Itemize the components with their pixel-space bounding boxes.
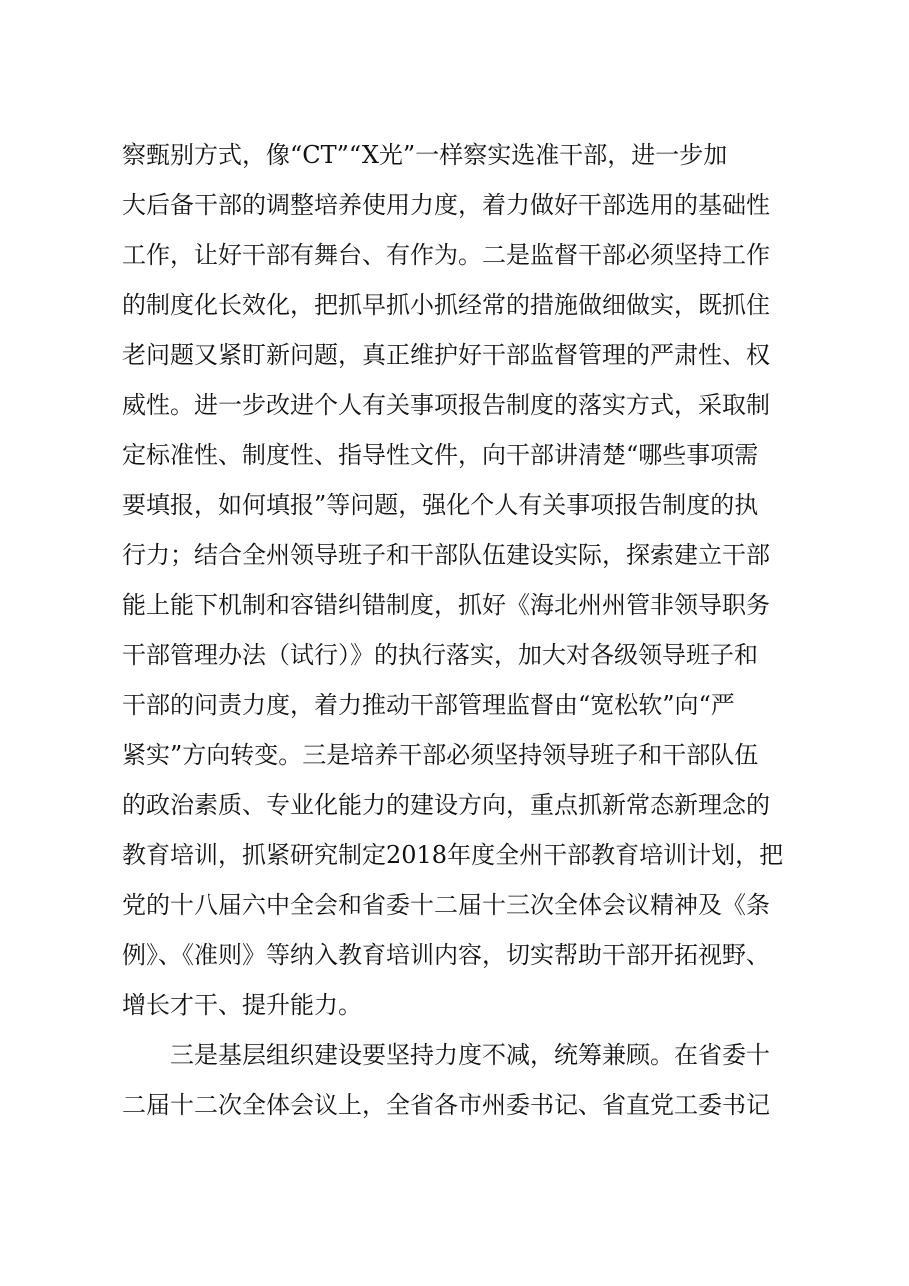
text-line: 党的十八届六中全会和省委十二届十三次全体会议精神及《条 <box>122 891 770 919</box>
text-line: 例》、《准则》等纳入教育培训内容，切实帮助干部开拓视野、 <box>122 941 770 969</box>
text-line: 教育培训，抓紧研究制定2018年度全州干部教育培训计划，把 <box>122 841 784 869</box>
text-line: 老问题又紧盯新问题，真正维护好干部监督管理的严肃性、权 <box>122 341 770 369</box>
text-line: 的政治素质、专业化能力的建设方向，重点抓新常态新理念的 <box>122 791 770 819</box>
text-line: 定标准性、制度性、指导性文件，向干部讲清楚“哪些事项需 <box>122 441 759 469</box>
text-line: 察甄别方式，像“CT”“X光”一样察实选准干部，进一步加 <box>122 141 728 169</box>
text-line: 威性。进一步改进个人有关事项报告制度的落实方式，采取制 <box>122 391 770 419</box>
text-line: 紧实”方向转变。三是培养干部必须坚持领导班子和干部队伍 <box>122 741 759 769</box>
text-line: 工作，让好干部有舞台、有作为。二是监督干部必须坚持工作 <box>122 241 770 269</box>
text-line: 要填报，如何填报”等问题，强化个人有关事项报告制度的执 <box>122 491 759 519</box>
text-line: 二届十二次全体会议上，全省各市州委书记、省直党工委书记 <box>122 1091 770 1119</box>
text-line: 增长才干、提升能力。 <box>122 991 362 1019</box>
text-line: 大后备干部的调整培养使用力度，着力做好干部选用的基础性 <box>122 191 770 219</box>
text-line: 能上能下机制和容错纠错制度，抓好《海北州州管非领导职务 <box>122 591 770 619</box>
text-line: 干部的问责力度，着力推动干部管理监督由“宽松软”向“严 <box>122 691 735 719</box>
text-line: 干部管理办法（试行）》的执行落实，加大对各级领导班子和 <box>122 641 758 669</box>
text-line: 行力；结合全州领导班子和干部队伍建设实际，探索建立干部 <box>122 541 770 569</box>
text-line: 的制度化长效化，把抓早抓小抓经常的措施做细做实，既抓住 <box>122 291 770 319</box>
text-line: 三是基层组织建设要坚持力度不减，统筹兼顾。在省委十 <box>170 1041 770 1069</box>
